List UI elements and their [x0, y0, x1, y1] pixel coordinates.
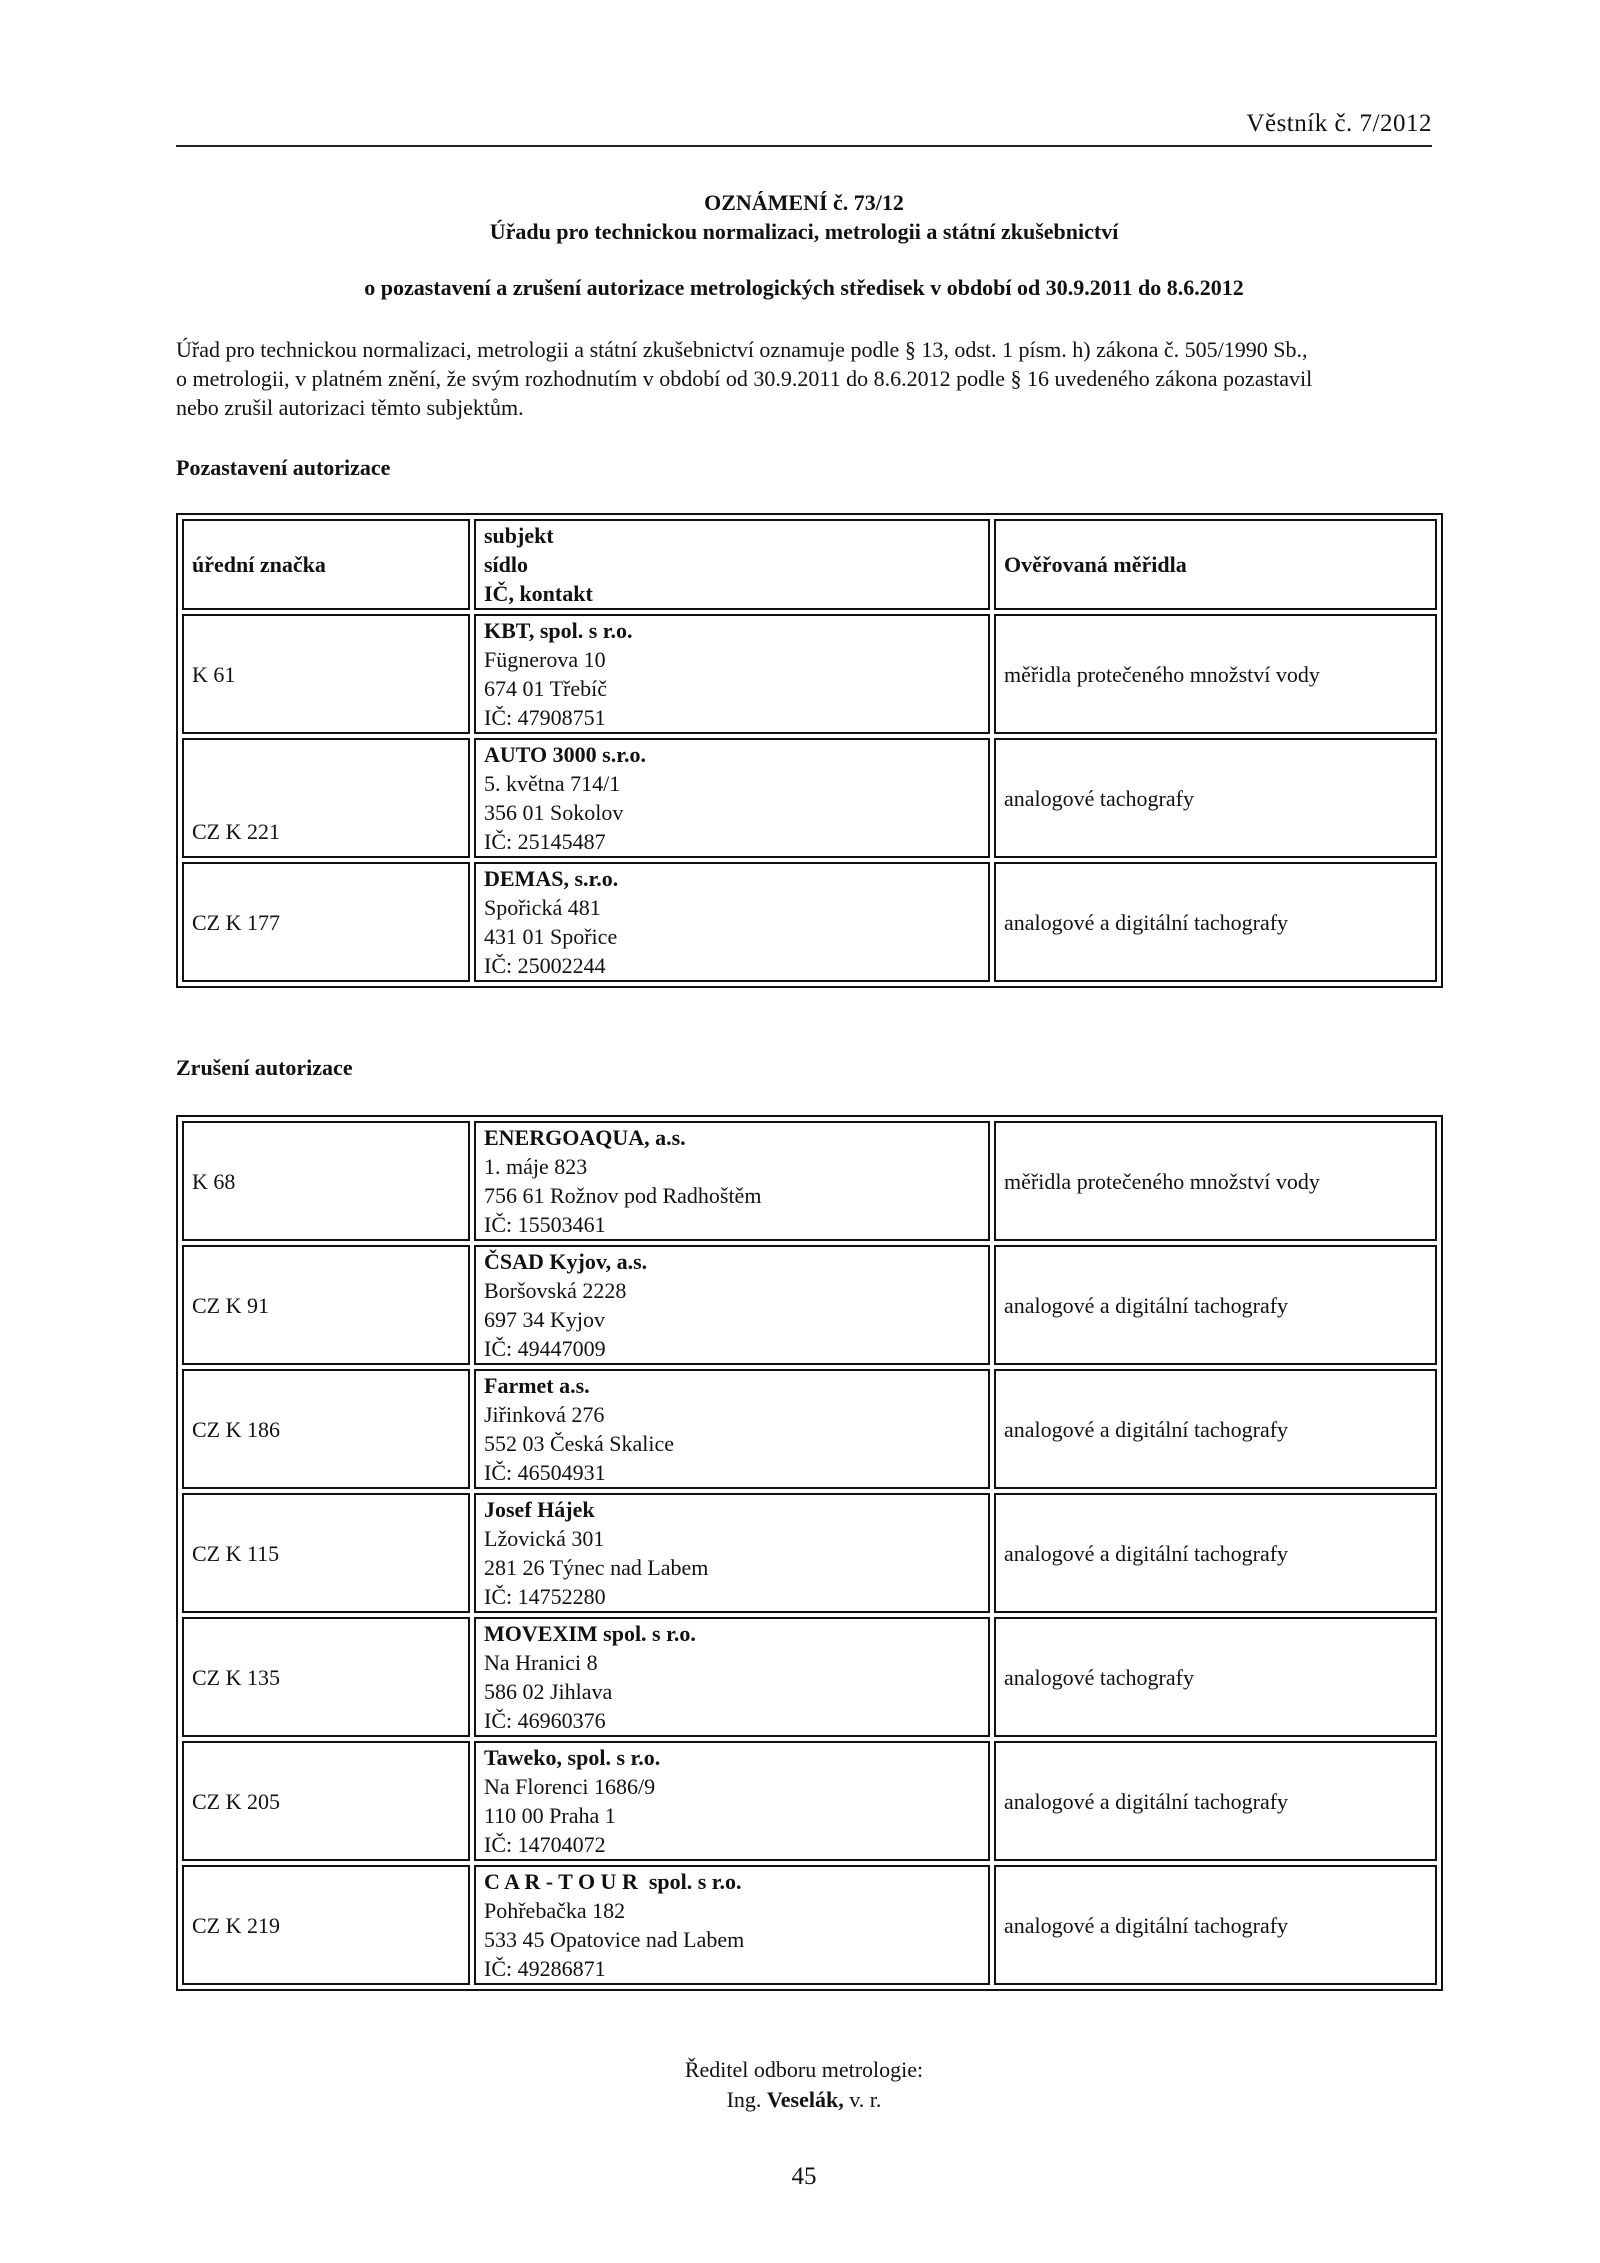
intro-line: Úřad pro technickou normalizaci, metrologii a státní zkušebnictví oznamuje podle § 13, odst. 1 písm. h) zákona č. 505/1990 Sb., [176, 337, 1308, 362]
subject-name: AUTO 3000 s.r.o. [484, 742, 646, 767]
table-row [182, 1369, 1437, 1489]
row-code: K 61 [182, 614, 470, 734]
column-header-code: úřední značka [182, 519, 470, 610]
subject-street: Pohřebačka 182 [484, 1898, 626, 1923]
row-code: K 68 [182, 1121, 470, 1241]
row-subject [474, 1369, 990, 1489]
table-row [182, 614, 1437, 734]
cancellation-heading: Zrušení autorizace [176, 1055, 353, 1080]
subject-ic: IČ: 46504931 [484, 1460, 606, 1485]
row-instruments: analogové a digitální tachografy [994, 1741, 1437, 1861]
table-row [182, 738, 1437, 858]
signature-suffix: v. r. [849, 2087, 882, 2112]
table-row [182, 1741, 1437, 1861]
subject-name: Farmet a.s. [484, 1373, 590, 1398]
row-subject [474, 1245, 990, 1365]
subject-street: Na Hranici 8 [484, 1650, 598, 1675]
subject-ic: IČ: 49286871 [484, 1956, 606, 1981]
row-subject [474, 1121, 990, 1241]
row-instruments: analogové tachografy [994, 738, 1437, 858]
row-subject [474, 1617, 990, 1737]
row-code: CZ K 205 [182, 1741, 470, 1861]
subject-ic: IČ: 46960376 [484, 1708, 606, 1733]
table-row [182, 1493, 1437, 1613]
column-header-subject [474, 519, 990, 610]
subject-city: 756 61 Rožnov pod Radhoštěm [484, 1183, 762, 1208]
row-subject [474, 614, 990, 734]
row-code: CZ K 177 [182, 862, 470, 982]
subject-ic: IČ: 25145487 [484, 829, 606, 854]
row-instruments: analogové tachografy [994, 1617, 1437, 1737]
suspension-heading: Pozastavení autorizace [176, 455, 391, 480]
row-instruments: analogové a digitální tachografy [994, 1493, 1437, 1613]
row-subject [474, 738, 990, 858]
subject-ic: IČ: 47908751 [484, 705, 606, 730]
subject-street: Boršovská 2228 [484, 1278, 627, 1303]
table-row [182, 1865, 1437, 1985]
column-header-subject-line: sídlo [484, 552, 529, 577]
row-subject [474, 862, 990, 982]
signature-title-prefix: Ing. [726, 2087, 762, 2112]
row-instruments: analogové a digitální tachografy [994, 862, 1437, 982]
subject-street: Lžovická 301 [484, 1526, 605, 1551]
row-instruments: analogové a digitální tachografy [994, 1369, 1437, 1489]
subject-city: 356 01 Sokolov [484, 800, 624, 825]
signature-block [176, 2055, 1432, 2115]
subject-name: Josef Hájek [484, 1497, 595, 1522]
subject-name: Taweko, spol. s r.o. [484, 1745, 661, 1770]
subject-name: ENERGOAQUA, a.s. [484, 1125, 686, 1150]
row-code: CZ K 91 [182, 1245, 470, 1365]
notice-issuer: Úřadu pro technickou normalizaci, metrologii a státní zkušebnictví [489, 219, 1119, 244]
subject-name: MOVEXIM spol. s r.o. [484, 1621, 696, 1646]
table-header-row [182, 519, 1437, 610]
subject-city: 697 34 Kyjov [484, 1307, 605, 1332]
row-instruments: měřidla protečeného množství vody [994, 1121, 1437, 1241]
signature-surname: Veselák, [766, 2087, 844, 2112]
subject-street: 1. máje 823 [484, 1154, 588, 1179]
subject-city: 674 01 Třebíč [484, 676, 608, 701]
row-subject [474, 1741, 990, 1861]
intro-paragraph [176, 335, 1432, 422]
subject-ic: IČ: 14752280 [484, 1584, 606, 1609]
subject-street: Spořická 481 [484, 895, 601, 920]
header-divider [176, 145, 1432, 147]
subject-ic: IČ: 14704072 [484, 1832, 606, 1857]
row-code: CZ K 115 [182, 1493, 470, 1613]
column-header-instruments: Ověřovaná měřidla [994, 519, 1437, 610]
subject-ic: IČ: 25002244 [484, 953, 606, 978]
subject-name: C A R - T O U R spol. s r.o. [484, 1869, 742, 1894]
column-header-subject-line: IČ, kontakt [484, 581, 593, 606]
subject-street: Fügnerova 10 [484, 647, 606, 672]
notice-title: OZNÁMENÍ č. 73/12 [704, 190, 904, 215]
row-code: CZ K 219 [182, 1865, 470, 1985]
intro-line: o metrologii, v platném znění, že svým rozhodnutím v období od 30.9.2011 do 8.6.2012 podle § 16 uvedeného zákona pozastavil [176, 366, 1313, 391]
row-instruments: analogové a digitální tachografy [994, 1865, 1437, 1985]
intro-line: nebo zrušil autorizaci těmto subjektům. [176, 395, 524, 420]
subject-city: 586 02 Jihlava [484, 1679, 613, 1704]
subject-name: DEMAS, s.r.o. [484, 866, 619, 891]
table-row [182, 862, 1437, 982]
subject-city: 281 26 Týnec nad Labem [484, 1555, 709, 1580]
row-code: CZ K 135 [182, 1617, 470, 1737]
row-instruments: měřidla protečeného množství vody [994, 614, 1437, 734]
signature-role: Ředitel odboru metrologie: [684, 2057, 924, 2082]
subject-street: Na Florenci 1686/9 [484, 1774, 656, 1799]
subject-ic: IČ: 15503461 [484, 1212, 606, 1237]
row-code: CZ K 186 [182, 1369, 470, 1489]
row-subject [474, 1493, 990, 1613]
subject-city: 110 00 Praha 1 [484, 1803, 616, 1828]
subject-name: ČSAD Kyjov, a.s. [484, 1249, 648, 1274]
row-code: CZ K 221 [182, 738, 470, 858]
suspension-table [176, 513, 1443, 988]
bulletin-header: Věstník č. 7/2012 [1246, 110, 1432, 137]
cancellation-table [176, 1115, 1443, 1991]
subject-city: 533 45 Opatovice nad Labem [484, 1927, 745, 1952]
table-row [182, 1245, 1437, 1365]
subject-ic: IČ: 49447009 [484, 1336, 606, 1361]
subject-street: 5. května 714/1 [484, 771, 621, 796]
page-number: 45 [791, 2163, 817, 2190]
signature-name [176, 2085, 1432, 2115]
row-subject [474, 1865, 990, 1985]
subject-street: Jiřinková 276 [484, 1402, 605, 1427]
table-row [182, 1617, 1437, 1737]
subject-city: 431 01 Spořice [484, 924, 618, 949]
notice-subject: o pozastavení a zrušení autorizace metrologických středisek v období od 30.9.2011 do 8.6.2012 [364, 275, 1244, 300]
table-row [182, 1121, 1437, 1241]
row-instruments: analogové a digitální tachografy [994, 1245, 1437, 1365]
column-header-subject-line: subjekt [484, 523, 554, 548]
subject-name: KBT, spol. s r.o. [484, 618, 633, 643]
subject-city: 552 03 Česká Skalice [484, 1431, 675, 1456]
